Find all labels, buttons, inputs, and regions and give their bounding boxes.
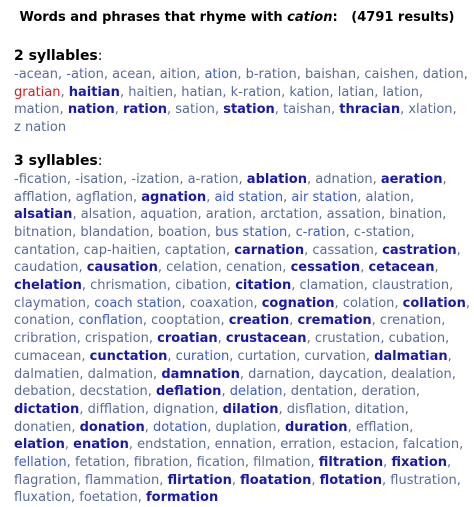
rhyme-word-link[interactable]: deration: [361, 384, 416, 400]
word-separator: ,: [463, 67, 468, 82]
rhyme-word-link[interactable]: darnation: [248, 366, 311, 382]
word-separator: ,: [371, 313, 380, 329]
rhyme-word-link[interactable]: aeration: [380, 171, 443, 187]
word-separator: ,: [221, 384, 230, 400]
section-2-syllables: [0, 46, 474, 137]
rhyme-word-link[interactable]: crustation: [314, 331, 381, 347]
word-separator: ,: [76, 331, 85, 347]
word-separator: ,: [329, 84, 338, 100]
word-separator: ,: [347, 419, 356, 435]
word-separator: ,: [289, 313, 298, 329]
word-separator: ,: [72, 207, 81, 223]
rhyme-word-link[interactable]: cribration: [14, 331, 77, 347]
word-separator: ,: [64, 437, 74, 453]
word-separator: ,: [206, 224, 216, 240]
word-separator: ,: [66, 171, 76, 187]
rhyme-word-link[interactable]: nation: [67, 102, 115, 118]
word-separator: ,: [276, 419, 285, 435]
word-separator: ,: [159, 472, 168, 488]
word-separator: ,: [281, 84, 290, 100]
rhyme-word-link[interactable]: aid station: [214, 189, 284, 205]
word-separator: ,: [238, 171, 247, 187]
rhyme-word-link[interactable]: ennation: [214, 437, 272, 453]
word-separator: ,: [394, 295, 403, 311]
word-separator: ,: [75, 242, 84, 258]
word-separator: ,: [148, 331, 158, 347]
rhyme-word-link[interactable]: bus station: [215, 224, 288, 240]
word-separator: ,: [310, 455, 319, 471]
rhyme-word-link[interactable]: cunctation: [89, 348, 168, 364]
rhyme-word-link[interactable]: arctation: [260, 207, 319, 223]
rhyme-word-link[interactable]: conation: [14, 313, 71, 329]
word-separator: ,: [222, 84, 231, 100]
word-separator: ,: [123, 171, 132, 187]
word-separator: ,: [394, 437, 403, 453]
word-separator: ,: [66, 455, 75, 471]
rhyme-word-link[interactable]: station: [223, 102, 275, 118]
rhyme-word-link[interactable]: assation: [326, 207, 382, 223]
rhyme-word-link[interactable]: cognation: [261, 295, 335, 311]
word-separator: ,: [356, 67, 365, 82]
word-separator: ,: [172, 84, 182, 100]
word-separator: ,: [363, 278, 373, 294]
word-separator: ,: [283, 189, 292, 205]
rhyme-word-link[interactable]: -acean: [14, 67, 59, 82]
rhyme-word-link[interactable]: dilation: [222, 401, 279, 417]
word-separator: ,: [306, 171, 316, 187]
word-separator: ,: [400, 102, 409, 118]
rhyme-word-link[interactable]: bitnation: [14, 224, 73, 240]
rhyme-word-link[interactable]: crenation: [379, 313, 442, 329]
word-separator: ,: [142, 313, 152, 329]
rhyme-word-link[interactable]: acean: [112, 67, 152, 82]
rhyme-word-link[interactable]: dation: [422, 67, 464, 82]
rhyme-word-link[interactable]: cap-haitien: [83, 242, 157, 258]
word-separator: ,: [447, 348, 452, 364]
word-separator: ,: [334, 295, 343, 311]
rhyme-word-link[interactable]: -isation: [75, 171, 124, 187]
word-separator: ,: [360, 260, 369, 276]
rhyme-word-link[interactable]: filmation: [253, 455, 311, 471]
rhyme-word-link[interactable]: claustration: [372, 278, 450, 294]
rhyme-word-link[interactable]: croatian: [157, 331, 218, 347]
word-separator: ,: [179, 171, 188, 187]
word-separator: ,: [282, 260, 291, 276]
rhyme-word-link[interactable]: donatien: [14, 419, 72, 435]
rhyme-word-link[interactable]: coaxation: [189, 295, 254, 311]
word-separator: ,: [253, 295, 262, 311]
rhyme-word-link[interactable]: clamation: [299, 278, 364, 294]
word-separator: ,: [382, 366, 392, 382]
word-separator: ,: [131, 207, 141, 223]
rhyme-word-link[interactable]: foetation: [79, 490, 138, 506]
word-separator: ,: [357, 189, 366, 205]
word-separator: ,: [272, 437, 281, 453]
word-separator: ,: [217, 331, 226, 347]
word-separator: ,: [465, 295, 470, 311]
word-separator: ,: [156, 242, 165, 258]
word-separator: ,: [81, 278, 91, 294]
word-separator: ,: [274, 102, 284, 118]
rhyme-word-link[interactable]: blandation: [80, 224, 150, 240]
word-separator: ,: [331, 437, 340, 453]
word-separator: ,: [447, 455, 452, 471]
rhyme-word-link[interactable]: castration: [382, 242, 457, 258]
word-separator: ,: [220, 313, 229, 329]
word-separator: ,: [278, 401, 287, 417]
word-separator: ,: [414, 67, 423, 82]
word-separator: ,: [71, 419, 80, 435]
rhyme-word-link[interactable]: chrismation: [90, 278, 167, 294]
word-separator: ,: [410, 224, 415, 240]
rhyme-word-link[interactable]: donation: [79, 419, 145, 435]
word-list: [14, 66, 470, 137]
word-separator: ,: [415, 384, 421, 400]
word-separator: ,: [456, 472, 461, 488]
section-label: 3 syllables: [14, 152, 98, 169]
results-heading: [0, 0, 474, 30]
word-separator: ,: [365, 348, 375, 364]
word-separator: ,: [291, 278, 300, 294]
word-separator: ,: [76, 472, 85, 488]
word-separator: ,: [239, 366, 249, 382]
rhyme-word-link[interactable]: captation: [164, 242, 227, 258]
rhyme-word-link[interactable]: flotation: [319, 472, 383, 488]
rhyme-word-link[interactable]: caudation: [14, 260, 79, 276]
word-separator: ,: [166, 278, 176, 294]
word-separator: ,: [296, 348, 305, 364]
word-separator: ,: [442, 207, 447, 223]
word-separator: ,: [157, 260, 167, 276]
rhyme-word-link[interactable]: fibration: [133, 455, 189, 471]
word-separator: ,: [434, 260, 439, 276]
word-separator: ,: [58, 67, 67, 82]
word-separator: ,: [217, 260, 227, 276]
rhyme-word-link[interactable]: dalmatian: [374, 348, 448, 364]
word-separator: ,: [451, 366, 456, 382]
rhyme-word-link[interactable]: deflation: [156, 384, 222, 400]
rhyme-word-link[interactable]: xlation: [408, 102, 453, 118]
word-separator: ,: [445, 331, 450, 347]
word-separator: ,: [226, 242, 235, 258]
section-heading: [14, 151, 470, 171]
word-list: [14, 171, 470, 507]
rhyme-word-link[interactable]: cenation: [226, 260, 283, 276]
rhyme-word-link[interactable]: taishan: [283, 102, 331, 118]
rhyme-word-link[interactable]: conflation: [78, 313, 143, 329]
rhyme-word-link[interactable]: falcation: [402, 437, 460, 453]
rhyme-word-link[interactable]: dotation: [153, 419, 208, 435]
word-separator: ,: [206, 189, 215, 205]
word-separator: ,: [419, 84, 424, 100]
rhyme-word-link[interactable]: flammation: [84, 472, 160, 488]
rhyme-word-link[interactable]: claymation: [14, 295, 86, 311]
word-separator: ,: [372, 171, 381, 187]
rhyme-word-link[interactable]: caishen: [364, 67, 415, 82]
rhyme-word-link[interactable]: fluxation: [14, 490, 71, 506]
word-separator: ,: [207, 419, 216, 435]
word-separator: ,: [345, 224, 354, 240]
rhyme-word-link[interactable]: filtration: [318, 455, 384, 471]
rhyme-word-link[interactable]: endstation: [137, 437, 207, 453]
word-separator: ,: [137, 490, 147, 506]
rhyme-word-link[interactable]: colation: [342, 295, 395, 311]
rhyme-word-link[interactable]: dentation: [290, 384, 354, 400]
word-separator: ,: [409, 419, 414, 435]
word-separator: ,: [449, 278, 454, 294]
rhyme-word-link[interactable]: crustacean: [225, 331, 307, 347]
rhyme-word-link[interactable]: lation: [382, 84, 420, 100]
word-separator: ,: [71, 384, 80, 400]
rhyme-word-link[interactable]: difflation: [87, 401, 145, 417]
rhyme-word-link[interactable]: cubation: [388, 331, 446, 347]
rhyme-word-link[interactable]: -ation: [66, 67, 104, 82]
rhyme-word-link[interactable]: kation: [289, 84, 330, 100]
rhyme-word-link[interactable]: celation: [166, 260, 218, 276]
rhyme-word-link[interactable]: dealation: [391, 366, 452, 382]
rhyme-word-link[interactable]: fellation: [14, 455, 67, 471]
word-separator: ,: [441, 313, 446, 329]
word-separator: ,: [244, 455, 254, 471]
word-separator: ,: [311, 472, 320, 488]
word-separator: ,: [79, 401, 88, 417]
rhyme-word-link[interactable]: sation: [175, 102, 215, 118]
word-separator: ,: [330, 102, 340, 118]
word-separator: ,: [381, 207, 390, 223]
rhyme-word-link[interactable]: alsatian: [14, 207, 73, 223]
word-separator: ,: [153, 366, 162, 382]
section-colon: :: [97, 152, 103, 169]
rhyme-word-link[interactable]: creation: [228, 313, 290, 329]
rhyme-word-link[interactable]: aration: [205, 207, 252, 223]
word-separator: ,: [231, 472, 241, 488]
rhyme-word-link[interactable]: agnation: [141, 189, 207, 205]
word-separator: ,: [310, 366, 319, 382]
word-separator: ,: [125, 455, 134, 471]
word-separator: ,: [144, 419, 154, 435]
heading-colon: :: [332, 10, 338, 25]
rhyme-word-link[interactable]: c-station: [353, 224, 411, 240]
rhyme-word-link[interactable]: dalmatien: [14, 366, 80, 382]
rhyme-word-link[interactable]: -ization: [131, 171, 180, 187]
rhyme-word-link[interactable]: cibation: [175, 278, 227, 294]
word-separator: ,: [353, 384, 362, 400]
results-count: (4791 results): [351, 10, 455, 25]
rhyme-word-link[interactable]: citation: [235, 278, 292, 294]
rhyme-word-link[interactable]: causation: [86, 260, 158, 276]
word-separator: ,: [151, 67, 160, 82]
rhyme-word-link[interactable]: duration: [284, 419, 348, 435]
rhyme-word-link[interactable]: dignation: [153, 401, 215, 417]
rhyme-word-link[interactable]: decstation: [79, 384, 148, 400]
word-separator: ,: [167, 348, 176, 364]
rhyme-word-link[interactable]: cassation: [312, 242, 374, 258]
rhyme-word-link[interactable]: disflation: [286, 401, 347, 417]
rhyme-word-link[interactable]: z nation: [14, 120, 67, 136]
rhyme-word-link[interactable]: c-ration: [295, 224, 346, 240]
rhyme-word-link[interactable]: delation: [229, 384, 283, 400]
word-separator: ,: [196, 67, 205, 82]
word-separator: ,: [181, 295, 190, 311]
word-separator: ,: [81, 348, 90, 364]
rhyme-word-link[interactable]: curtation: [237, 348, 297, 364]
word-separator: ,: [374, 84, 383, 100]
rhyme-word-link[interactable]: duplation: [215, 419, 277, 435]
word-separator: ,: [79, 366, 88, 382]
rhyme-word-link[interactable]: adnation: [315, 171, 373, 187]
rhyme-word-link[interactable]: latian: [337, 84, 375, 100]
rhyme-word-link[interactable]: flustration: [390, 472, 457, 488]
word-separator: ,: [103, 67, 113, 82]
rhyme-word-link[interactable]: estacion: [339, 437, 395, 453]
rhyme-word-link[interactable]: cessation: [290, 260, 361, 276]
rhyme-word-link[interactable]: alsation: [80, 207, 132, 223]
word-separator: ,: [229, 348, 238, 364]
word-separator: ,: [373, 242, 383, 258]
rhyme-word-link[interactable]: fetation: [74, 455, 126, 471]
word-separator: ,: [144, 401, 154, 417]
rhyme-word-link[interactable]: cetacean: [368, 260, 435, 276]
word-separator: ,: [380, 331, 389, 347]
heading-prefix: Words and phrases that rhyme with: [19, 10, 283, 25]
rhyme-word-link[interactable]: damnation: [161, 366, 240, 382]
word-separator: ,: [346, 401, 355, 417]
rhyme-word-link[interactable]: cantation: [14, 242, 76, 258]
rhyme-word-link[interactable]: fication: [196, 455, 245, 471]
rhyme-word-link[interactable]: dictation: [14, 401, 80, 417]
rhyme-word-link[interactable]: efflation: [355, 419, 410, 435]
word-separator: ,: [404, 401, 409, 417]
rhyme-word-link[interactable]: carnation: [234, 242, 305, 258]
section-heading: [14, 46, 470, 66]
rhyme-word-link[interactable]: flirtation: [167, 472, 232, 488]
rhyme-word-link[interactable]: afflation: [14, 189, 68, 205]
rhyme-word-link[interactable]: haitian: [68, 84, 120, 100]
rhyme-word-link[interactable]: dalmation: [87, 366, 154, 382]
query-term: cation: [287, 10, 333, 25]
rhyme-word-link[interactable]: agflation: [75, 189, 133, 205]
word-separator: ,: [70, 313, 79, 329]
rhyme-word-link[interactable]: crispation: [84, 331, 149, 347]
word-separator: ,: [237, 67, 246, 82]
rhyme-word-link[interactable]: gratian: [14, 84, 61, 100]
rhyme-word-link[interactable]: aition: [159, 67, 197, 82]
rhyme-word-link[interactable]: alation: [365, 189, 410, 205]
word-separator: ,: [304, 242, 313, 258]
word-separator: ,: [456, 242, 461, 258]
word-separator: ,: [287, 224, 296, 240]
rhyme-word-link[interactable]: thracian: [339, 102, 401, 118]
rhyme-word-link[interactable]: cooptation: [151, 313, 221, 329]
word-separator: ,: [59, 102, 68, 118]
rhyme-word-link[interactable]: hatian: [181, 84, 223, 100]
section-colon: :: [97, 48, 103, 64]
rhyme-word-link[interactable]: k-ration: [230, 84, 282, 100]
rhyme-word-link[interactable]: coach station: [94, 295, 182, 311]
rhyme-word-link[interactable]: flagration: [14, 472, 77, 488]
rhyme-word-link[interactable]: debation: [14, 384, 72, 400]
word-separator: ,: [132, 189, 142, 205]
word-separator: ,: [452, 102, 457, 118]
word-separator: ,: [167, 102, 176, 118]
rhyme-word-link[interactable]: bination: [389, 207, 443, 223]
word-separator: ,: [318, 207, 327, 223]
word-separator: ,: [78, 260, 87, 276]
word-separator: ,: [306, 331, 315, 347]
word-separator: ,: [409, 189, 415, 205]
word-separator: ,: [251, 207, 261, 223]
rhyme-word-link[interactable]: collation: [402, 295, 466, 311]
word-separator: ,: [226, 278, 236, 294]
rhyme-word-link[interactable]: elation: [14, 437, 65, 453]
word-separator: ,: [71, 490, 80, 506]
word-separator: ,: [442, 171, 447, 187]
rhyme-word-link[interactable]: cremation: [297, 313, 372, 329]
rhyme-word-link[interactable]: ablation: [246, 171, 307, 187]
rhyme-word-link[interactable]: aquation: [140, 207, 198, 223]
word-separator: ,: [114, 102, 123, 118]
word-separator: ,: [147, 384, 157, 400]
rhyme-word-link[interactable]: enation: [73, 437, 129, 453]
rhyme-word-link[interactable]: air station: [291, 189, 358, 205]
rhyme-word-link[interactable]: haitien: [128, 84, 173, 100]
rhyme-word-link[interactable]: b-ration: [245, 67, 297, 82]
word-separator: ,: [382, 472, 391, 488]
rhyme-word-link[interactable]: mation: [14, 102, 60, 118]
word-separator: ,: [296, 67, 306, 82]
word-separator: ,: [85, 295, 95, 311]
word-separator: ,: [214, 401, 223, 417]
word-separator: ,: [206, 437, 215, 453]
rhyme-word-link[interactable]: ration: [122, 102, 168, 118]
word-separator: ,: [214, 102, 224, 118]
rhyme-word-link[interactable]: -fication: [14, 171, 67, 187]
word-separator: ,: [383, 455, 392, 471]
word-separator: ,: [119, 84, 129, 100]
rhyme-word-link[interactable]: chelation: [14, 278, 82, 294]
rhyme-word-link[interactable]: fixation: [391, 455, 448, 471]
rhyme-word-link[interactable]: boation: [157, 224, 207, 240]
rhyme-word-link[interactable]: baishan: [305, 67, 357, 82]
word-separator: ,: [149, 224, 158, 240]
word-separator: ,: [188, 455, 197, 471]
rhyme-word-link[interactable]: curvation: [304, 348, 366, 364]
word-separator: ,: [128, 437, 138, 453]
rhyme-word-link[interactable]: curation: [175, 348, 230, 364]
rhyme-word-link[interactable]: erration: [280, 437, 332, 453]
word-separator: ,: [60, 84, 69, 100]
rhyme-word-link[interactable]: cumacean: [14, 348, 82, 364]
rhyme-word-link[interactable]: ation: [204, 67, 238, 82]
rhyme-word-link[interactable]: ditation: [354, 401, 405, 417]
rhyme-word-link[interactable]: formation: [146, 490, 219, 506]
rhyme-word-link[interactable]: floatation: [240, 472, 312, 488]
rhyme-word-link[interactable]: daycation: [318, 366, 383, 382]
word-separator: ,: [67, 189, 76, 205]
section-3-syllables: [0, 151, 474, 507]
word-separator: ,: [282, 384, 291, 400]
word-separator: ,: [72, 224, 81, 240]
word-separator: ,: [197, 207, 206, 223]
section-label: 2 syllables: [14, 48, 98, 64]
word-separator: ,: [459, 437, 464, 453]
rhyme-word-link[interactable]: a-ration: [187, 171, 239, 187]
